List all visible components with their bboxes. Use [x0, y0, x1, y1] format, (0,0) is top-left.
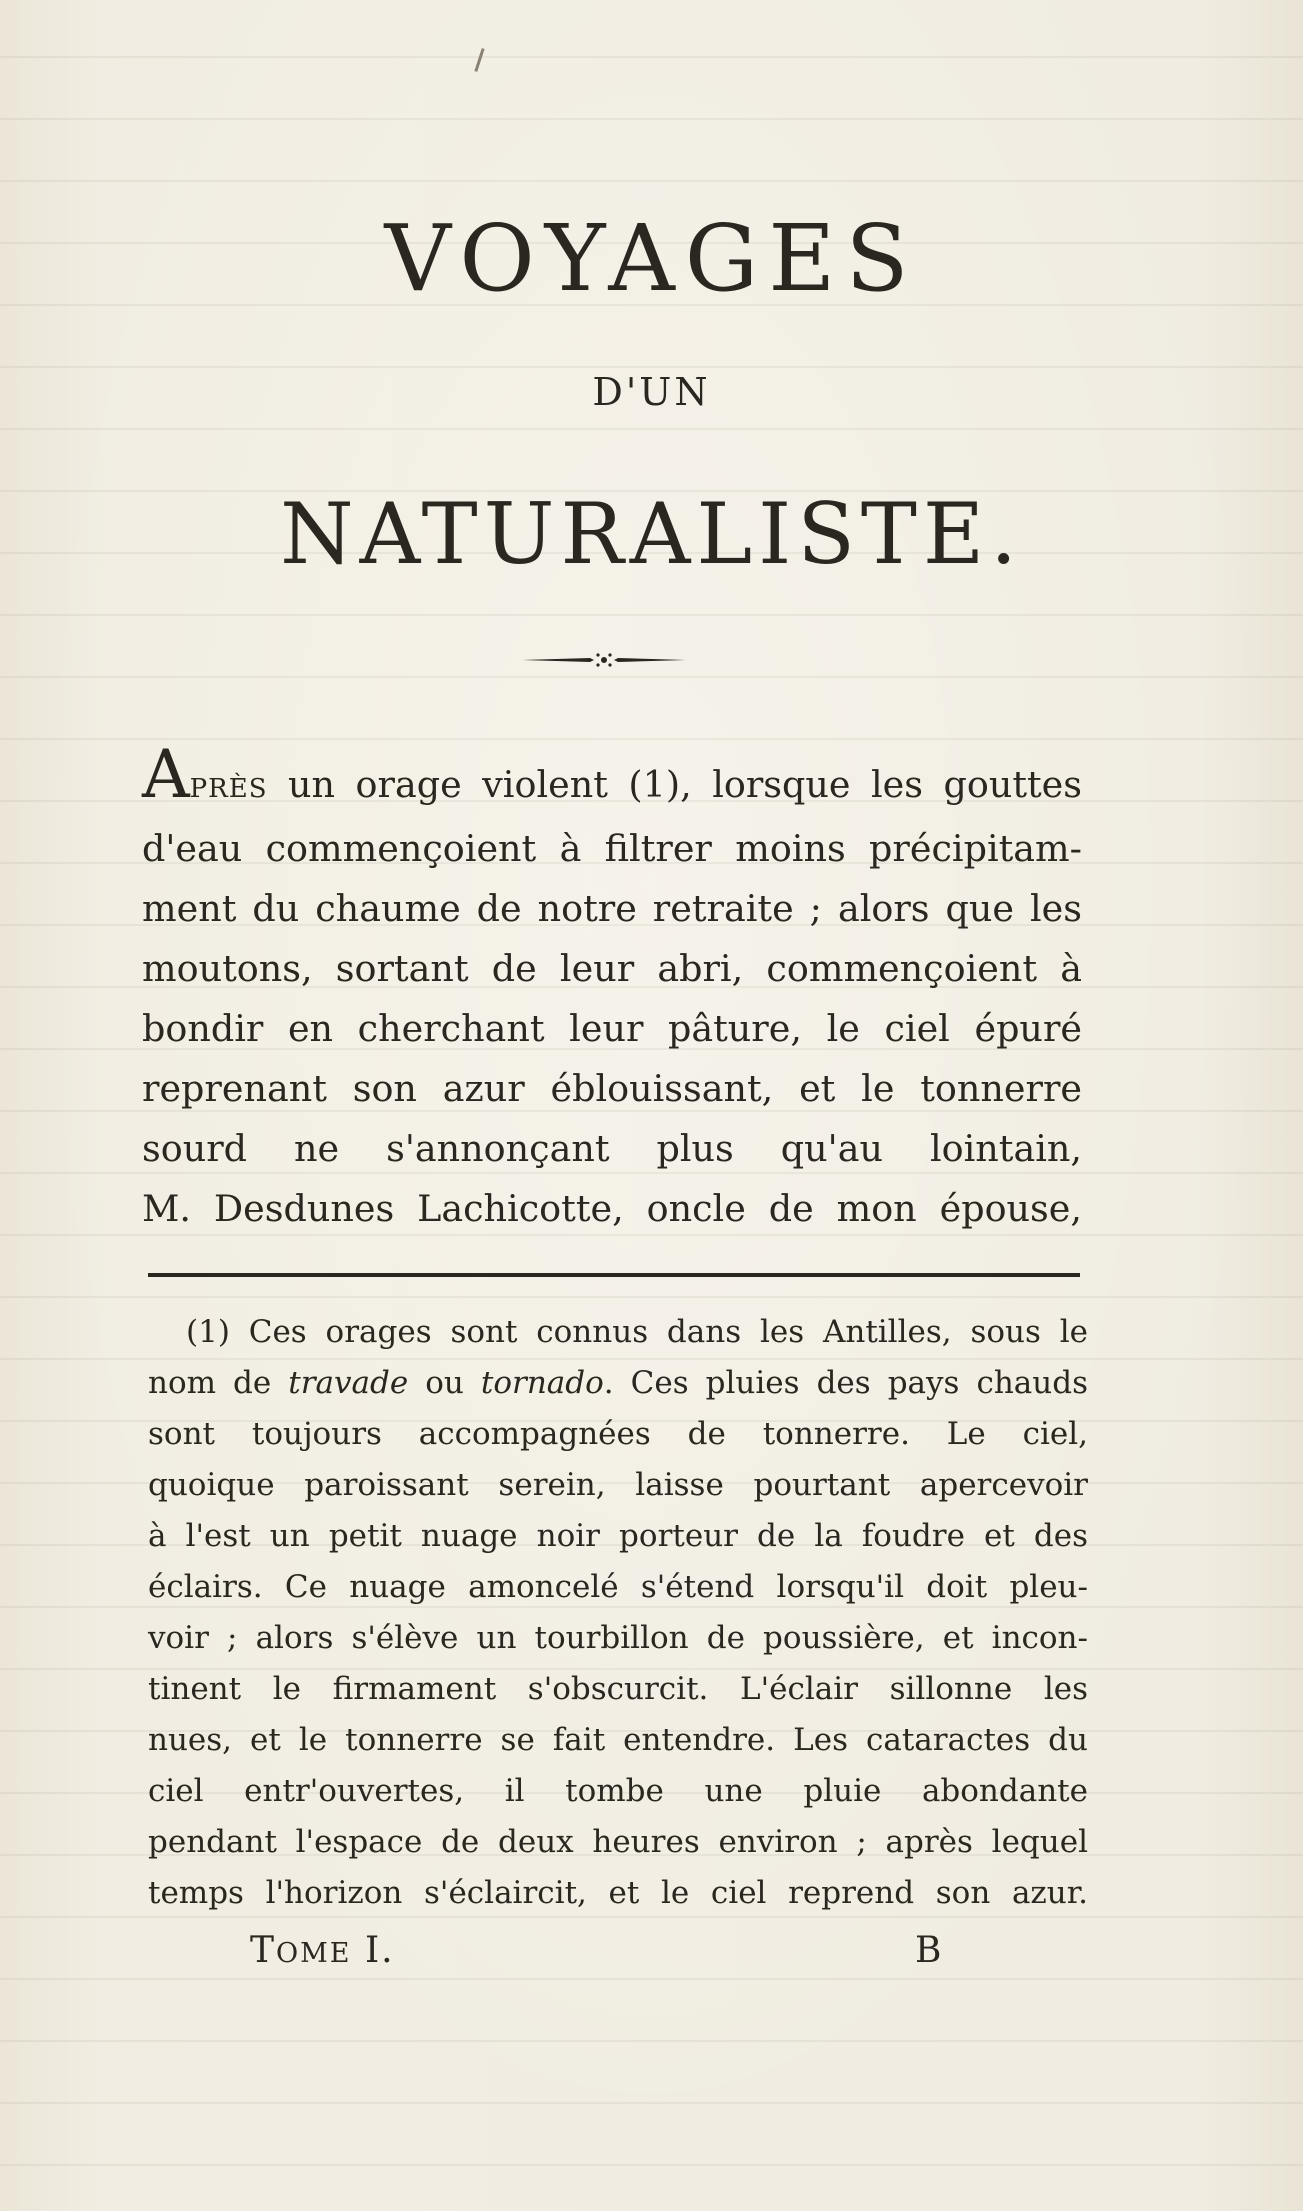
footnote-separator [148, 1273, 1080, 1277]
footnote-italic-term: tornado [480, 1365, 604, 1401]
footnote-text: . Ces pluies des pays chauds [603, 1365, 1088, 1401]
paragraph-line-6: reprenant son azur éblouissant, et le tonnerre [142, 1067, 1082, 1110]
footnote-line-5: à l'est un petit nuage noir porteur de la foudre et des [148, 1518, 1088, 1554]
volume-initial: T [250, 1930, 277, 1971]
footnote-line-12: temps l'horizon s'éclaircit, et le ciel reprend son azur. [148, 1875, 1088, 1911]
volume-word-rest: OME [276, 1938, 352, 1969]
paragraph-line-7: sourd ne s'annonçant plus qu'au lointain, [142, 1127, 1082, 1170]
main-paragraph [142, 736, 1082, 1239]
footnote-text: ou [408, 1365, 481, 1401]
volume-number: I. [351, 1930, 395, 1971]
footnote-line-4: quoique paroissant serein, laisse pourtant apercevoir [148, 1467, 1088, 1503]
footnote-text: nom de [148, 1365, 289, 1401]
printer-signature-mark: B [915, 1930, 942, 1971]
volume-label [250, 1930, 395, 1971]
title-voyages: VOYAGES [384, 205, 919, 312]
footnote-line-1: (1) Ces orages sont connus dans les Antilles, sous le [186, 1314, 1088, 1350]
ornament-divider-icon [520, 650, 688, 670]
ink-mark [474, 48, 484, 72]
footnote-line-10: ciel entr'ouvertes, il tombe une pluie abondante [148, 1773, 1088, 1809]
paragraph-line-2: d'eau commençoient à filtrer moins précipitam- [142, 827, 1082, 870]
paragraph-line-3: ment du chaume de notre retraite ; alors que les [142, 887, 1082, 930]
paragraph-line-1 [142, 736, 1082, 819]
paragraph-line-8: M. Desdunes Lachicotte, oncle de mon épouse, [142, 1187, 1082, 1230]
footnote-line-7: voir ; alors s'élève un tourbillon de poussière, et incon- [148, 1620, 1088, 1656]
paragraph-text: un orage violent (1), lorsque les gouttes [267, 763, 1082, 806]
title-naturaliste: NATURALISTE. [280, 485, 1023, 583]
footnote-line-6: éclairs. Ce nuage amoncelé s'étend lorsqu'il doit pleu- [148, 1569, 1088, 1605]
title-dun: D'UN [592, 370, 711, 414]
paragraph-line-4: moutons, sortant de leur abri, commençoient à [142, 947, 1082, 990]
small-caps-word: PRÈS [189, 774, 268, 804]
paragraph-line-5: bondir en cherchant leur pâture, le ciel épuré [142, 1007, 1082, 1050]
footnote-line-9: nues, et le tonnerre se fait entendre. Les cataractes du [148, 1722, 1088, 1758]
footnote-line-3: sont toujours accompagnées de tonnerre. Le ciel, [148, 1416, 1088, 1452]
footnote-line-8: tinent le firmament s'obscurcit. L'éclair sillonne les [148, 1671, 1088, 1707]
footnote-line-2 [148, 1358, 1088, 1409]
drop-cap: A [142, 736, 190, 813]
footnote [148, 1307, 1088, 1919]
footnote-italic-term: travade [288, 1365, 409, 1401]
footnote-line-11: pendant l'espace de deux heures environ ; après lequel [148, 1824, 1088, 1860]
